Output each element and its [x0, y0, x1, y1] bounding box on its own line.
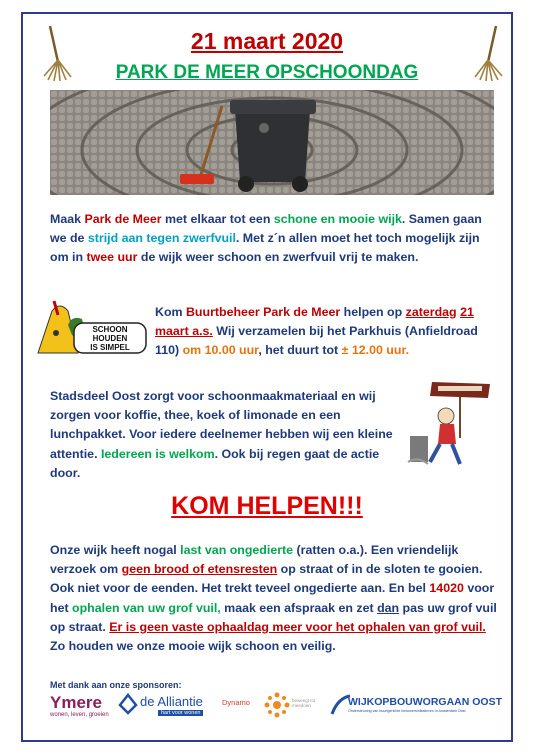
page-title: PARK DE MEER OPSCHOONDAG — [115, 62, 419, 83]
dynamo-logo: Dynamo — [222, 698, 250, 707]
schoon-houden-logo — [32, 295, 150, 359]
svg-text:SCHOON: SCHOON — [92, 325, 128, 334]
ymere-logo: Ymere wonen, leven, groeien — [50, 693, 109, 718]
dynamo-sun-icon — [260, 690, 294, 720]
call-to-action: KOM HELPEN!!! — [171, 492, 363, 520]
svg-text:IS SIMPEL: IS SIMPEL — [90, 343, 130, 352]
sponsor-label: Met dank aan onze sponsoren: — [50, 680, 182, 690]
svg-text:HOUDEN: HOUDEN — [92, 334, 128, 343]
kid-litter-illustration — [402, 378, 494, 470]
dynamo-tagline: beweegt tot meedoen — [292, 698, 316, 708]
wijkopbouworgaan-logo: WIJKOPBOUWORGAAN OOST Ondersteuning van buurtgerichte bewonersinitiatieven in Amsterdam Oost — [330, 694, 510, 718]
trash-bin-illustration — [50, 90, 494, 195]
intro-paragraph: Maak Park de Meer met elkaar tot een schone en mooie wijk. Samen gaan we de strijd aan tegen zwerfvuil. Met z´n allen moet het toch mogelijk zijn om in twee uur de wijk weer schoon en zwerfvuil vrij te maken. — [50, 212, 482, 265]
invite-paragraph: Kom Buurtbeheer Park de Meer helpen op zaterdag 21 maart a.s. Wij verzamelen bij het Parkhuis (Anfieldroad 110) om 10.00 uur, het duurt tot ± 12.00 uur. — [155, 305, 478, 358]
supplies-paragraph: Stadsdeel Oost zorgt voor schoonmaakmateriaal en wij zorgen voor koffie, thee, koek of limonade en een lunchpakket. Voor iedere deelnemer hebben wij een kleine attentie. Iedereen is welkom. Ook bij regen gaat de actie door. — [50, 389, 393, 480]
pests-paragraph: Onze wijk heeft nogal last van ongedierte (ratten o.a.). Een vriendelijk verzoek om geen brood of etensresten op straat of in de sloten te gooien. Ook niet voor de eenden. Het trekt teveel ongedierte aan. En bel 14020 voor het ophalen van uw grof vuil, maak een afspraak en zet dan pas uw grof vuil op straat. Er is geen vaste ophaaldag meer voor het ophalen van grof vuil. Zo houden we onze mooie wijk schoon en veilig. — [50, 543, 497, 654]
event-date: 21 maart 2020 — [190, 28, 344, 54]
